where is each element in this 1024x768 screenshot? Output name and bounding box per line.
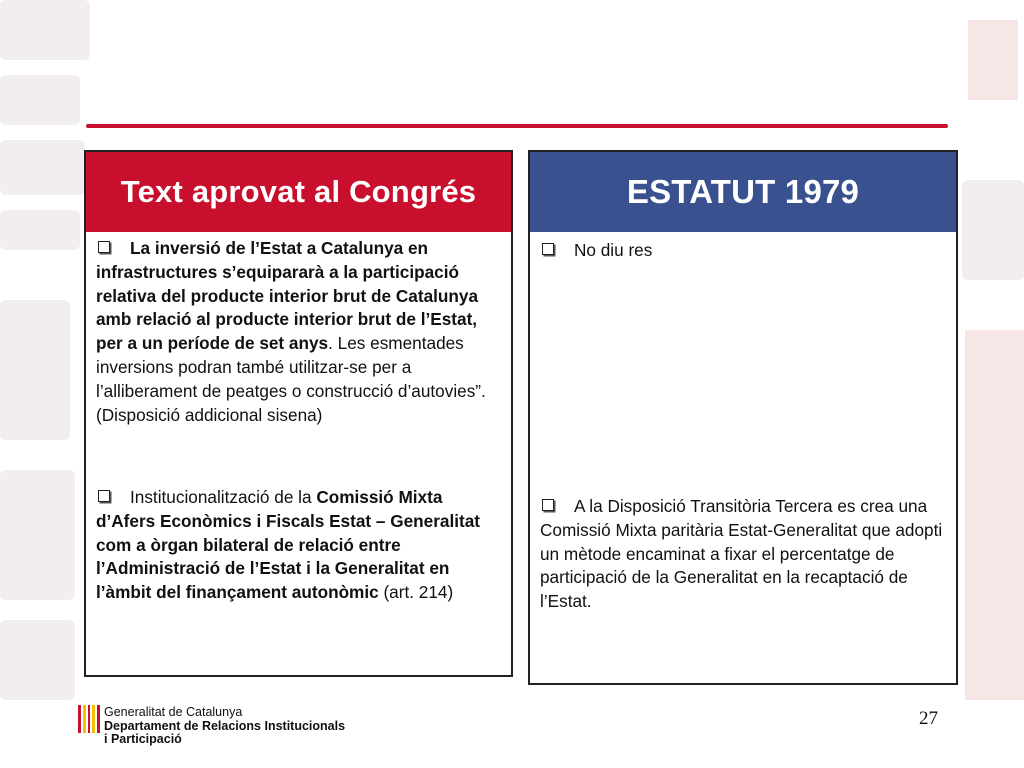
- page-number: 27: [919, 708, 938, 729]
- congres-bullet-investment-rest: . Les esmentades inversions podran també utilitzar-se per a l’alliberament de peatges o construcció d’autovies”. (Disposició addicional sisena): [96, 333, 486, 425]
- estatut-bullet-none-text: No diu res: [574, 240, 653, 260]
- estatut-bullet-commission-text: A la Disposició Transitòria Tercera es crea una Comissió Mixta paritària Estat-Generalitat que adopti un mètode encaminat a fixar el percentatge de participació de la Generalitat en la recaptació de l’Estat.: [540, 496, 943, 612]
- estatut-bullet-none: [540, 239, 944, 263]
- checkbox-bullet-icon: [542, 243, 554, 255]
- congres-bullet-investment-bold: La inversió de l’Estat a Catalunya en infrastructures s’equipararà a la participació relativa del producte interior brut de Catalunya amb relació al producte interior brut de l’Estat, per a un període de set anys: [96, 238, 479, 354]
- congres-bullet-commission-pre: Institucionalització de la: [130, 487, 317, 507]
- estatut-bullet-commission: [540, 495, 944, 614]
- estatut-panel: [528, 150, 958, 685]
- checkbox-bullet-icon: [542, 499, 554, 511]
- checkbox-bullet-icon: [98, 490, 110, 502]
- estatut-title: ESTATUT 1979: [530, 152, 956, 232]
- header-rule: [86, 124, 948, 128]
- congres-bullet-commission-bold: Comissió Mixta d’Afers Econòmics i Fiscals Estat – Generalitat com a òrgan bilateral de relació entre l’Administració de l’Estat i la Generalitat en l’àmbit del finançament autonòmic: [96, 487, 480, 603]
- footer-institution: [104, 706, 345, 747]
- congres-bullet-commission: [96, 486, 499, 605]
- congres-title: Text aprovat al Congrés: [86, 152, 511, 232]
- congres-panel: [84, 150, 513, 677]
- footer-line-2: Departament de Relacions Institucionals: [104, 718, 346, 733]
- congres-bullet-investment: [96, 237, 499, 427]
- checkbox-bullet-icon: [98, 241, 110, 253]
- footer-line-1: Generalitat de Catalunya: [104, 705, 243, 719]
- congres-bullet-commission-post: (art. 214): [378, 582, 454, 603]
- generalitat-logo-icon: [78, 705, 100, 733]
- footer-line-3: i Participació: [104, 732, 182, 746]
